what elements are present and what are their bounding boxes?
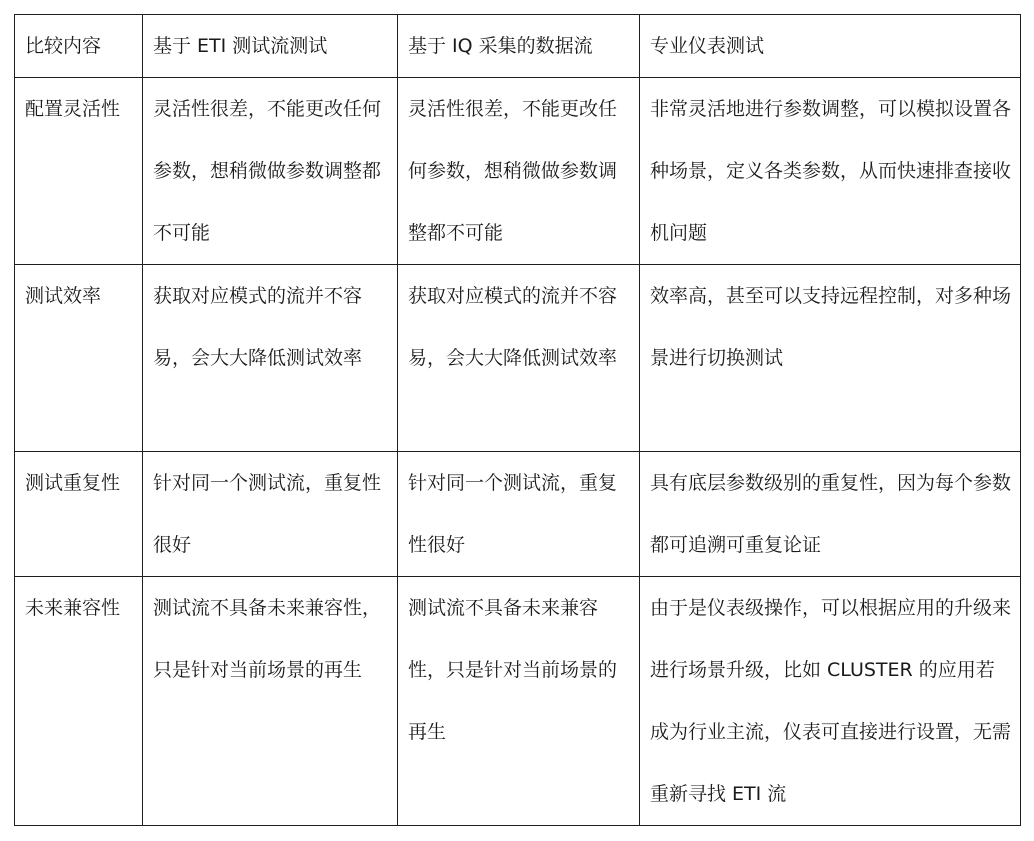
iq-cell: 测试流不具备未来兼容性，只是针对当前场景的再生 — [398, 577, 640, 826]
table-row — [15, 577, 1021, 826]
eti-cell: 获取对应模式的流并不容易，会大大降低测试效率 — [143, 265, 398, 452]
header-cell-eti: 基于 ETI 测试流测试 — [143, 15, 398, 78]
table-row — [15, 452, 1021, 577]
row-label-cell: 测试重复性 — [15, 452, 143, 577]
header-cell-iq: 基于 IQ 采集的数据流 — [398, 15, 640, 78]
pro-cell: 效率高，甚至可以支持远程控制，对多种场景进行切换测试 — [640, 265, 1021, 452]
eti-cell: 灵活性很差，不能更改任何参数，想稍微做参数调整都不可能 — [143, 78, 398, 265]
eti-cell: 测试流不具备未来兼容性，只是针对当前场景的再生 — [143, 577, 398, 826]
row-label-cell: 未来兼容性 — [15, 577, 143, 826]
iq-cell: 获取对应模式的流并不容易，会大大降低测试效率 — [398, 265, 640, 452]
pro-cell: 非常灵活地进行参数调整，可以模拟设置各种场景，定义各类参数，从而快速排查接收机问题 — [640, 78, 1021, 265]
iq-cell: 灵活性很差，不能更改任何参数，想稍微做参数调整都不可能 — [398, 78, 640, 265]
iq-cell: 针对同一个测试流，重复性很好 — [398, 452, 640, 577]
pro-cell: 具有底层参数级别的重复性，因为每个参数都可追溯可重复论证 — [640, 452, 1021, 577]
header-cell-pro: 专业仪表测试 — [640, 15, 1021, 78]
table-row — [15, 78, 1021, 265]
table-row — [15, 265, 1021, 452]
comparison-table — [14, 14, 1021, 826]
row-label-cell: 测试效率 — [15, 265, 143, 452]
header-cell-item: 比较内容 — [15, 15, 143, 78]
row-label-cell: 配置灵活性 — [15, 78, 143, 265]
eti-cell: 针对同一个测试流，重复性很好 — [143, 452, 398, 577]
table-header-row — [15, 15, 1021, 78]
pro-cell: 由于是仪表级操作，可以根据应用的升级来进行场景升级，比如 CLUSTER 的应用若成为行业主流，仪表可直接进行设置，无需重新寻找 ETI 流 — [640, 577, 1021, 826]
